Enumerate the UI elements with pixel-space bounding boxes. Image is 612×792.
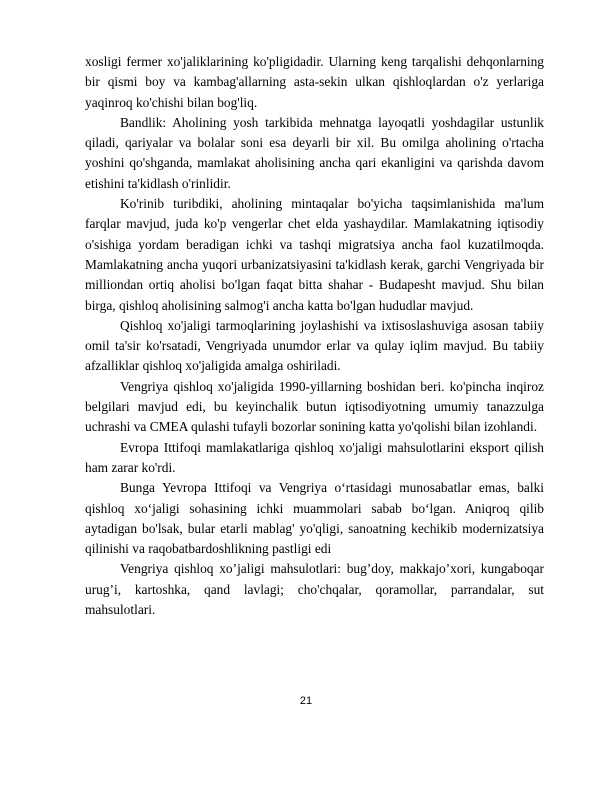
paragraph-population-distribution: Ko'rinib turibdiki, aholining mintaqalar bo'yicha taqsimlanishida ma'lum farqlar mavjud, juda ko'p vengerlar chet elda yashaydilar. Mamlakatning iqtisodiy o'sishiga yordam beradigan ichki va tashqi migratsiya ancha faol kuzatilmoqda. Mamlakatning ancha yuqori urbanizatsiyasini ta'kidlash kerak, garchi Vengriyada bir milliondan ortiq aholisi bo'lgan faqat bitta shahar - Budapesht mavjud. Shu bilan birga, qishloq aholisining salmog'i ancha katta bo'lgan hududlar mavjud. — [85, 196, 544, 313]
paragraph-eu-export: Evropa Ittifoqi mamlakatlariga qishloq xo'jaligi mahsulotlarini eksport qilish ham zarar ko'rdi. — [85, 439, 544, 475]
page-number: 21 — [299, 695, 313, 707]
paragraph-agriculture-location: Qishloq xo'jaligi tarmoqlarining joylashishi va ixtisoslashuviga asosan tabiiy omil ta'sir ko'rsatadi, Vengriyada unumdor erlar va qulay iqlim mavjud. Bu tabiiy afzalliklar qishloq xo'jaligida amalga oshiriladi. — [85, 317, 544, 374]
paragraph-continuation: xosligi fermer xo'jaliklarining ko'pligidadir. Ularning keng tarqalishi dehqonlarning bir qismi boy va kambag'allarning asta-sekin ulkan qishloqlardan o'z yerlariga yaqinroq ko'chishi bilan bog'liq. — [85, 54, 544, 110]
paragraph-employment: Bandlik: Aholining yosh tarkibida mehnatga layoqatli yoshdagilar ustunlik qiladi, qariyalar va bolalar soni esa deyarli bir xil. Bu omilga aholining o'rtacha yoshini qo'shganda, mamlakat aholisining ancha qari ekanligini va qarishda davom etishini ta'kidlash o'rinlidir. — [85, 114, 544, 191]
paragraph-agriculture-crisis: Vengriya qishloq xo'jaligida 1990-yillarning boshidan beri. ko'pincha inqiroz belgilari mavjud edi, bu keyinchalik butun iqtisodiyotning umumiy tanazzulga uchrashi va CMEA qulashi tufayli bozorlar sonining katta yo'qolishi bilan izohlandi. — [85, 378, 544, 435]
document-body — [85, 52, 544, 620]
paragraph-agricultural-products: Vengriya qishloq xo’jaligi mahsulotlari: bug’doy, makkajo’xori, kungaboqar urug’i, kartoshka, qand lavlagi; cho'chqalar, qoramollar, parrandalar, sut mahsulotlari. — [85, 561, 544, 618]
paragraph-internal-problems: Bunga Yevropa Ittifoqi va Vengriya o‘rtasidagi munosabatlar emas, balki qishloq xo‘jaligi sohasining ichki muammolari sabab bo‘lgan. Aniqroq qilib aytadigan bo'lsak, bular etarli mablag' yo'qligi, sanoatning kechikib modernizatsiya qilinishi va raqobatbardoshlikning pastligi edi — [85, 480, 544, 557]
